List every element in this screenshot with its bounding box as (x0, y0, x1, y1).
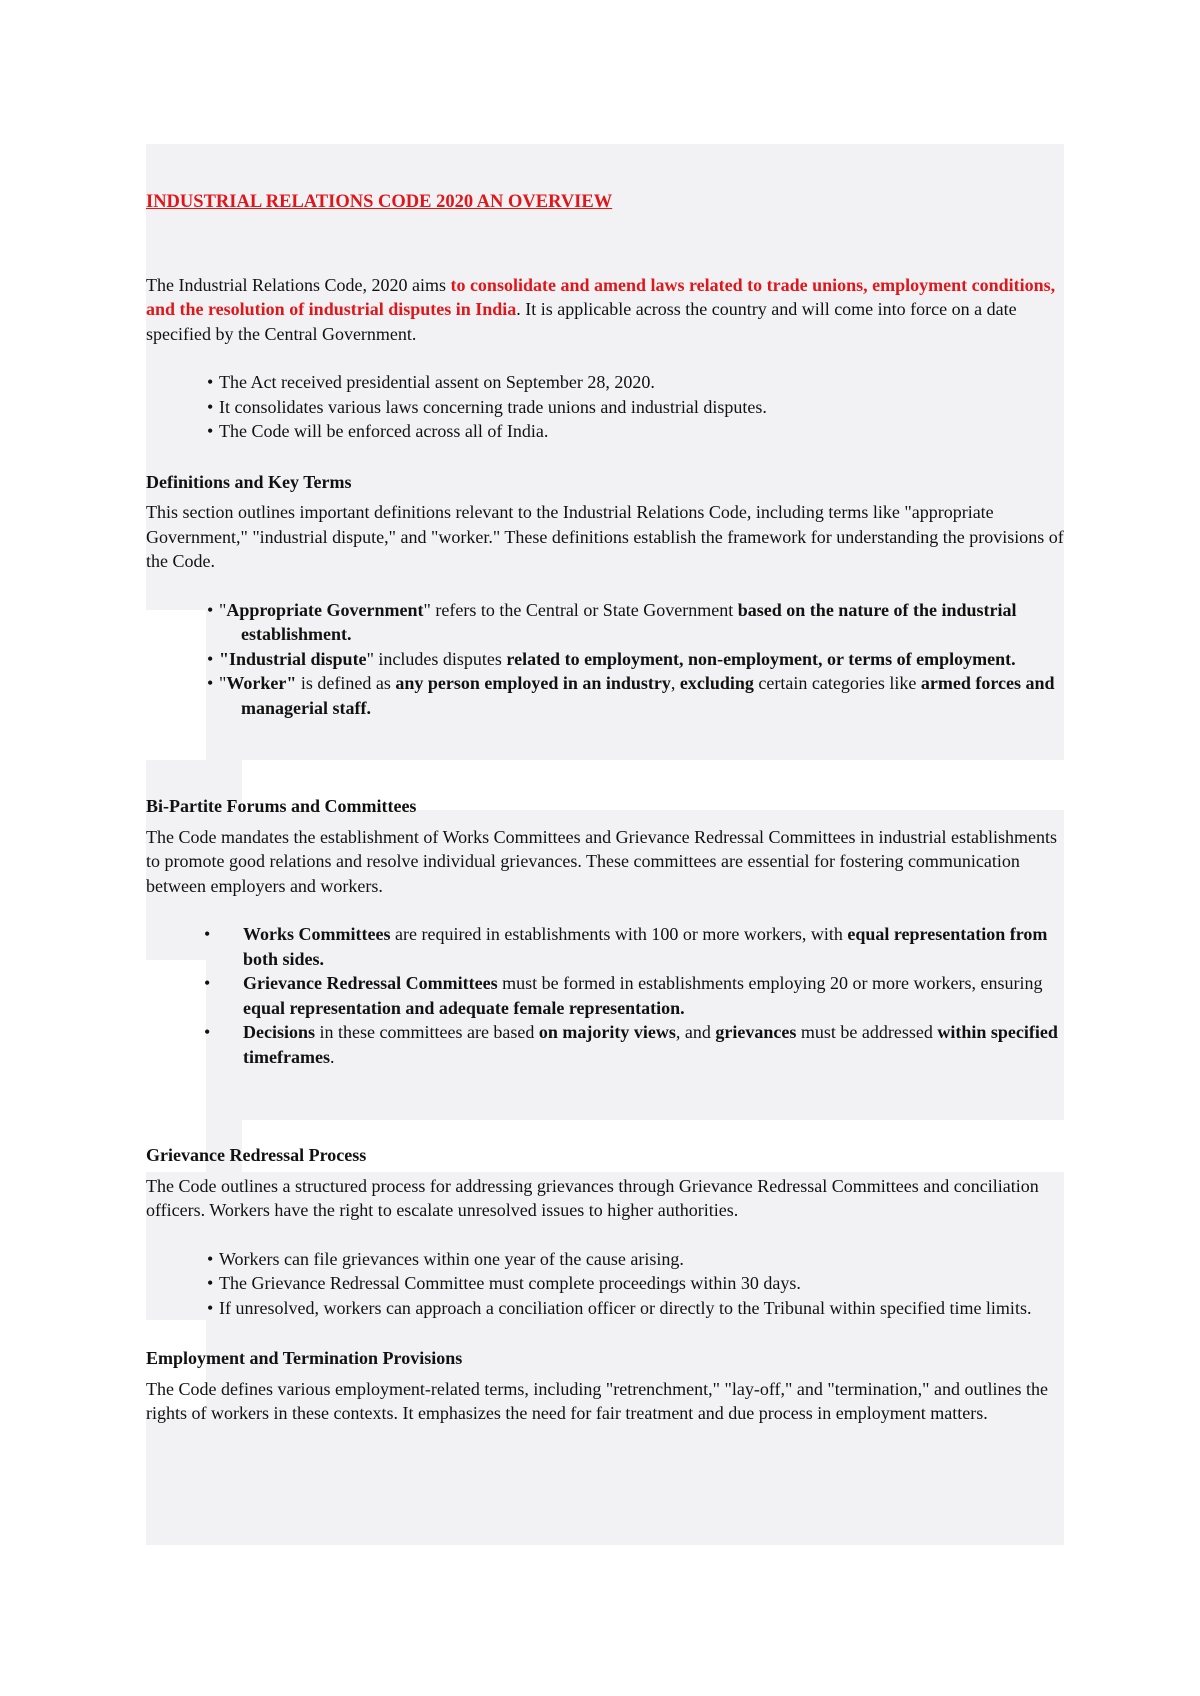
bipartite-heading: Bi-Partite Forums and Committees (146, 796, 417, 816)
list-item: • Works Committees are required in establishments with 100 or more workers, with equal representation from both sides. (204, 924, 1048, 969)
bullet-icon: • (207, 599, 214, 620)
definitions-heading: Definitions and Key Terms (146, 471, 352, 492)
list-item: • "Appropriate Government" refers to the Central or State Government based on the nature of the industrial establishment. (207, 599, 1017, 644)
bullet-icon: • (204, 973, 211, 993)
document-content (146, 190, 1064, 1426)
employment-body: The Code defines various employment-related terms, including "retrenchment," "lay-off," and "termination," and outlines the rights of workers in these contexts. It emphasizes the need for fair treatment and due process in employment matters. (146, 1378, 1048, 1423)
list-item: • Decisions in these committees are based on majority views, and grievances must be addressed within specified timeframes. (204, 1022, 1058, 1067)
bipartite-body: The Code mandates the establishment of Works Committees and Grievance Redressal Committees in industrial establishments to promote good relations and resolve individual grievances. These committees are essential for fostering communication between employers and workers. (146, 826, 1058, 896)
list-item: • Grievance Redressal Committees must be formed in establishments employing 20 or more workers, ensuring equal representation and adequate female representation. (204, 973, 1043, 1018)
shade-employment (146, 1410, 1064, 1545)
bullet-icon: • (204, 1022, 211, 1042)
bullet-icon: • (207, 648, 214, 669)
definitions-list (146, 598, 1064, 721)
grievance-body: The Code outlines a structured process for addressing grievances through Grievance Redressal Committees and conciliation officers. Workers have the right to escalate unresolved issues to higher authorities. (146, 1175, 1039, 1220)
intro-bullet-list (146, 370, 1064, 444)
bullet-icon: • (207, 1248, 214, 1269)
definitions-body: This section outlines important definitions relevant to the Industrial Relations Code, including terms like "appropriate Government," "industrial dispute," and "worker." These definitions establish the framework for understanding the provisions of the Code. (146, 502, 1064, 571)
bullet-icon: • (207, 673, 214, 693)
bullet-icon: • (207, 372, 214, 392)
intro-paragraph (146, 273, 1064, 347)
list-item: • "Worker" is defined as any person employed in an industry, excluding certain categories like armed forces and managerial staff. (207, 673, 1055, 718)
intro-pre: The Industrial Relations Code, 2020 aims (146, 274, 451, 295)
bullet-icon: • (207, 421, 214, 441)
list-item: • If unresolved, workers can approach a conciliation officer or directly to the Tribunal within specified time limits. (146, 1296, 1064, 1321)
list-item: • The Act received presidential assent on September 28, 2020. (146, 370, 1064, 395)
grievance-list (146, 1247, 1064, 1321)
intro-post: . It is applicable across the country and will come into force on a date specified by the Central Government. (146, 299, 1017, 344)
list-item: • The Code will be enforced across all of India. (146, 419, 1064, 444)
bullet-icon: • (207, 1297, 214, 1318)
list-item: • The Grievance Redressal Committee must complete proceedings within 30 days. (146, 1271, 1064, 1296)
list-item: • It consolidates various laws concerning trade unions and industrial disputes. (146, 395, 1064, 420)
grievance-heading: Grievance Redressal Process (146, 1145, 367, 1165)
bullet-icon: • (204, 924, 211, 944)
intro-highlight: to consolidate and amend laws related to trade unions, employment conditions, and the resolution of industrial disputes in India (146, 274, 1056, 319)
list-item: • "Industrial dispute" includes disputes related to employment, non-employment, or terms of employment. (146, 647, 1064, 672)
page-title: INDUSTRIAL RELATIONS CODE 2020 AN OVERVIEW (146, 192, 613, 212)
list-item: • Workers can file grievances within one year of the cause arising. (146, 1247, 1064, 1272)
bipartite-list (146, 922, 1064, 1069)
bullet-icon: • (207, 396, 214, 417)
employment-heading: Employment and Termination Provisions (146, 1348, 463, 1368)
bullet-icon: • (207, 1273, 214, 1293)
